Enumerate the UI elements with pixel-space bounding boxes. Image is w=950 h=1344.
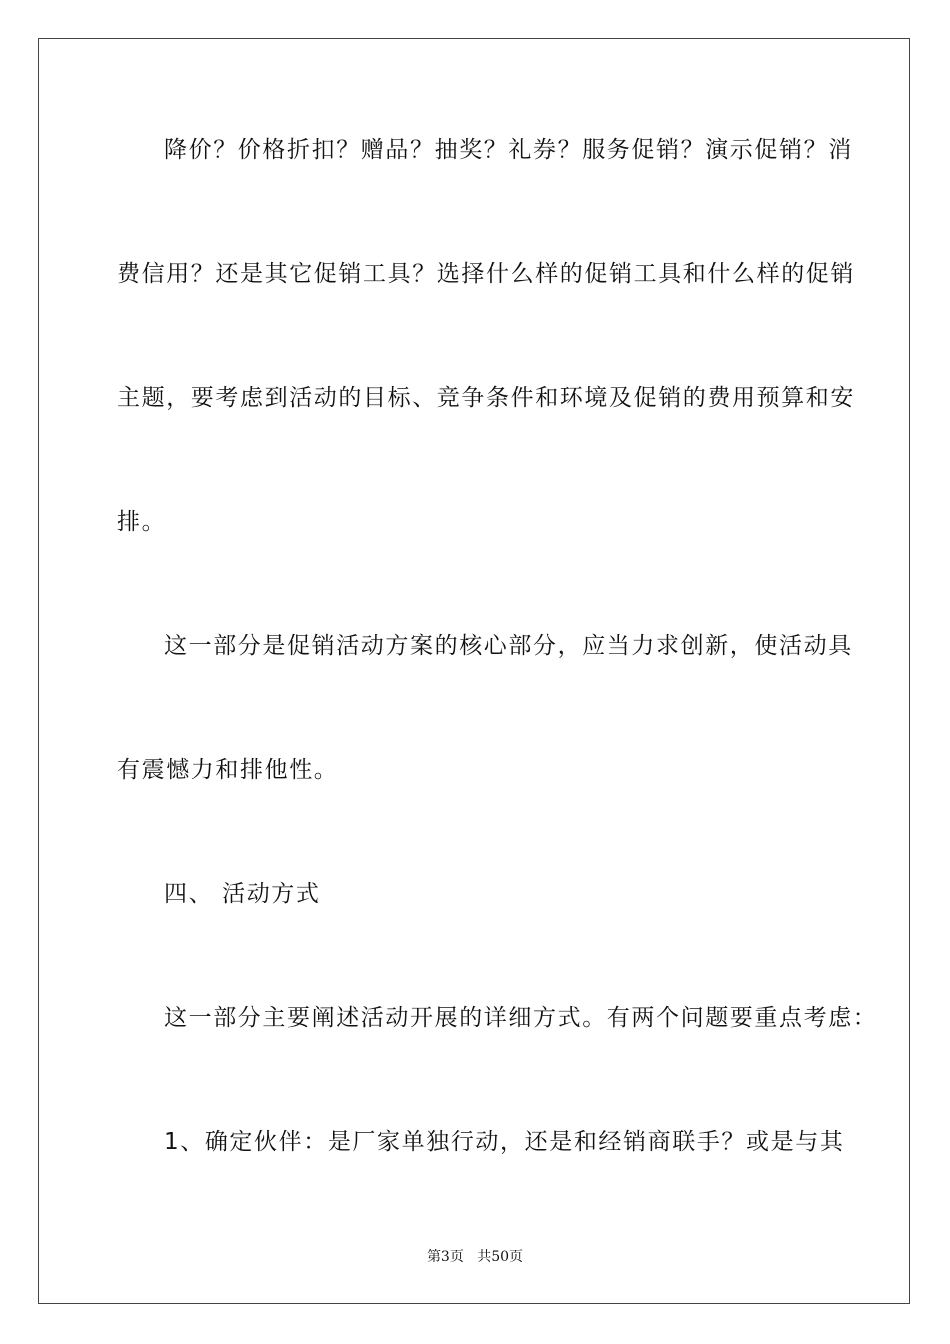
paragraph-line: 排。 (117, 509, 167, 535)
page-total: 共50页 (477, 1249, 524, 1265)
paragraph-line: 这一部分主要阐述活动开展的详细方式。有两个问题要重点考虑： (164, 1005, 878, 1031)
page-number: 第3页 (426, 1249, 464, 1265)
page-footer (0, 1248, 950, 1266)
paragraph-line: 主题，要考虑到活动的目标、竞争条件和环境及促销的费用预算和安 (117, 385, 855, 411)
paragraph-line: 有震憾力和排他性。 (117, 757, 339, 783)
page-frame (38, 38, 910, 1304)
paragraph-line: 费信用？还是其它促销工具？选择什么样的促销工具和什么样的促销 (117, 261, 855, 287)
list-item-line: 1、确定伙伴：是厂家单独行动，还是和经销商联手？或是与其 (164, 1129, 845, 1155)
section-heading: 四、 活动方式 (164, 881, 321, 907)
paragraph-line: 降价？价格折扣？赠品？抽奖？礼券？服务促销？演示促销？消 (164, 137, 853, 163)
paragraph-line: 这一部分是促销活动方案的核心部分，应当力求创新，使活动具 (164, 633, 853, 659)
